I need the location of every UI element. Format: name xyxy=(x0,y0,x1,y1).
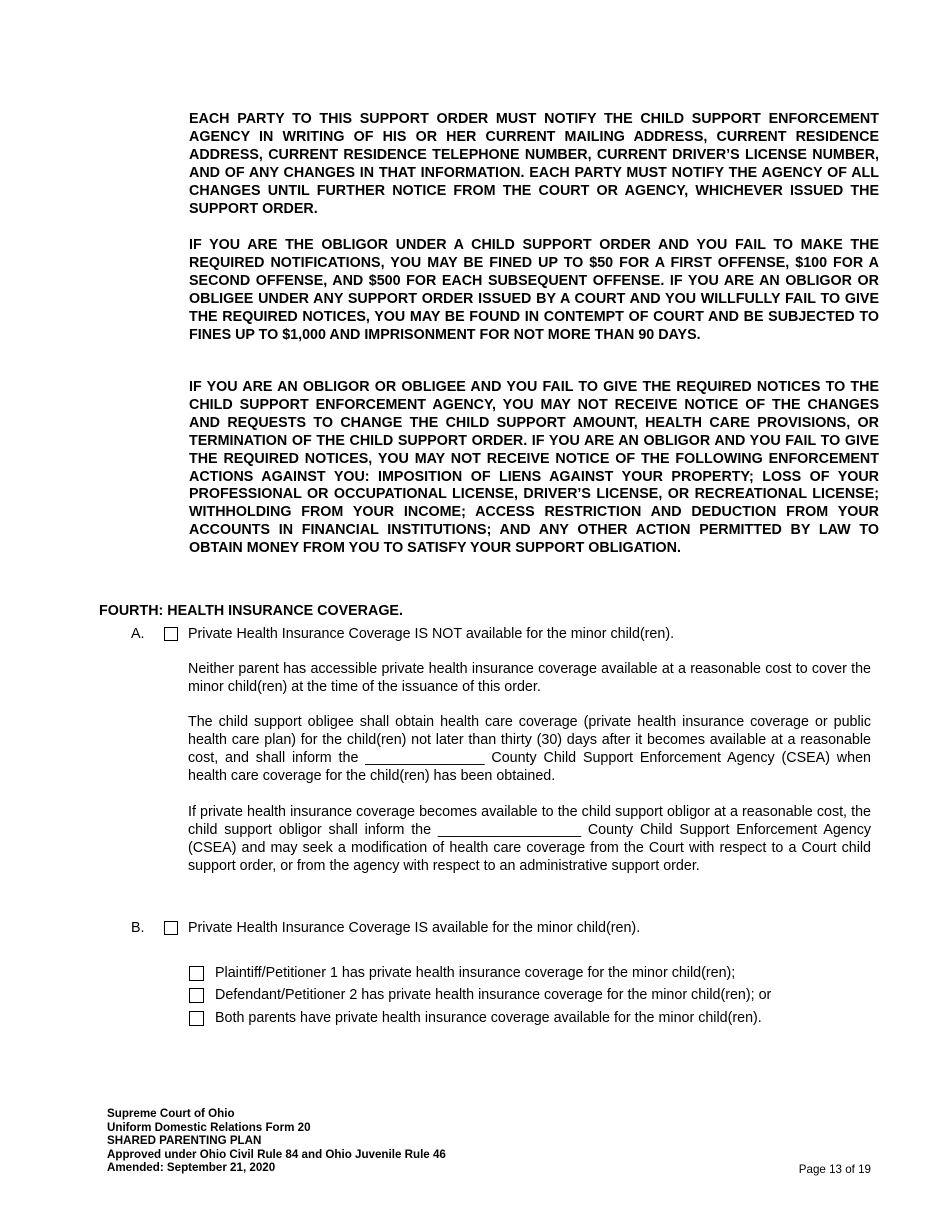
sub-option-plaintiff-label: Plaintiff/Petitioner 1 has private health insurance coverage for the minor child(ren); xyxy=(215,965,736,981)
sub-option-both-label: Both parents have private health insurance coverage available for the minor child(ren). xyxy=(215,1010,762,1026)
footer-amended: Amended: September 21, 2020 xyxy=(107,1161,276,1175)
section-heading: FOURTH: HEALTH INSURANCE COVERAGE. xyxy=(99,603,403,619)
footer-form-title: SHARED PARENTING PLAN xyxy=(107,1134,262,1148)
footer-approval: Approved under Ohio Civil Rule 84 and Ohio Juvenile Rule 46 xyxy=(107,1147,446,1161)
notice-paragraph-notification: EACH PARTY TO THIS SUPPORT ORDER MUST NOTIFY THE CHILD SUPPORT ENFORCEMENT AGENCY IN WRITING OF HIS OR HER CURRENT MAILING ADDRESS, CURRENT RESIDENCE ADDRESS, CURRENT RESIDENCE TELEPHONE NUMBER, CURRENT DRIVER’S LICENSE NUMBER, AND OF ANY CHANGES IN THAT INFORMATION. EACH PARTY MUST NOTIFY THE AGENCY OF ALL CHANGES UNTIL FURTHER NOTICE FROM THE COURT OR AGENCY, WHICHEVER ISSUED THE SUPPORT ORDER. xyxy=(189,111,879,217)
sub-option-defendant-checkbox[interactable] xyxy=(189,988,204,1003)
sub-option-plaintiff xyxy=(189,964,735,982)
option-b-row xyxy=(131,919,640,937)
sub-option-both xyxy=(189,1009,762,1027)
footer-court: Supreme Court of Ohio xyxy=(107,1107,235,1120)
sub-option-defendant xyxy=(189,986,771,1004)
footer-form-info xyxy=(107,1107,446,1175)
option-a-paragraph-no-coverage: Neither parent has accessible private health insurance coverage available at a reasonable cost to cover the minor child(ren) at the time of the issuance of this order. xyxy=(188,661,871,695)
option-a-paragraph-obligor: If private health insurance coverage becomes available to the child support obligor at a reasonable cost, the child support obligor shall inform the __________________ County Child Support Enforcement Agency (CSEA) and may seek a modification of health care coverage from the Court with respect to a Court child support order, or from the agency with respect to an administrative support order. xyxy=(188,804,871,874)
option-a-row xyxy=(131,625,674,643)
option-a-letter: A. xyxy=(131,626,145,642)
sub-option-plaintiff-checkbox[interactable] xyxy=(189,966,204,981)
notice-paragraph-penalties: IF YOU ARE THE OBLIGOR UNDER A CHILD SUPPORT ORDER AND YOU FAIL TO MAKE THE REQUIRED NOTIFICATIONS, YOU MAY BE FINED UP TO $50 FOR A FIRST OFFENSE, $100 FOR A SECOND OFFENSE, AND $500 FOR EACH SUBSEQUENT OFFENSE. IF YOU ARE AN OBLIGOR OR OBLIGEE UNDER ANY SUPPORT ORDER ISSUED BY A COURT AND YOU WILLFULLY FAIL TO GIVE THE REQUIRED NOTICES, YOU MAY BE FOUND IN CONTEMPT OF COURT AND BE SUBJECTED TO FINES UP TO $1,000 AND IMPRISONMENT FOR NOT MORE THAN 90 DAYS. xyxy=(189,237,879,343)
option-a-checkbox[interactable] xyxy=(164,627,178,641)
notice-paragraph-enforcement: IF YOU ARE AN OBLIGOR OR OBLIGEE AND YOU FAIL TO GIVE THE REQUIRED NOTICES TO THE CHILD SUPPORT ENFORCEMENT AGENCY, YOU MAY NOT RECEIVE NOTICE OF THE CHANGES AND REQUESTS TO CHANGE THE CHILD SUPPORT AMOUNT, HEALTH CARE PROVISIONS, OR TERMINATION OF THE CHILD SUPPORT ORDER. IF YOU ARE AN OBLIGOR AND YOU FAIL TO GIVE THE REQUIRED NOTICES, YOU MAY NOT RECEIVE NOTICE OF THE FOLLOWING ENFORCEMENT ACTIONS AGAINST YOU: IMPOSITION OF LIENS AGAINST YOUR PROPERTY; LOSS OF YOUR PROFESSIONAL OR OCCUPATIONAL LICENSE, DRIVER’S LICENSE, OR RECREATIONAL LICENSE; WITHHOLDING FROM YOUR INCOME; ACCESS RESTRICTION AND DEDUCTION FROM YOUR ACCOUNTS IN FINANCIAL INSTITUTIONS; AND ANY OTHER ACTION PERMITTED BY LAW TO OBTAIN MONEY FROM YOU TO SATISFY YOUR SUPPORT OBLIGATION. xyxy=(189,379,879,557)
page-number: Page 13 of 19 xyxy=(798,1163,871,1176)
footer-form-number: Uniform Domestic Relations Form 20 xyxy=(107,1120,311,1134)
option-b-checkbox[interactable] xyxy=(164,921,178,935)
option-a-label: Private Health Insurance Coverage IS NOT available for the minor child(ren). xyxy=(188,626,675,642)
sub-option-defendant-label: Defendant/Petitioner 2 has private health insurance coverage for the minor child(ren); or xyxy=(215,987,772,1003)
option-b-label: Private Health Insurance Coverage IS available for the minor child(ren). xyxy=(188,920,641,936)
option-b-letter: B. xyxy=(131,920,145,936)
option-a-paragraph-obligee: The child support obligee shall obtain health care coverage (private health insurance coverage or public health care plan) for the child(ren) not later than thirty (30) days after it becomes available at a reasonable cost, and shall inform the _______________ County Child Support Enforcement Agency (CSEA) when health care coverage for the child(ren) has been obtained. xyxy=(188,714,871,784)
sub-option-both-checkbox[interactable] xyxy=(189,1011,204,1026)
